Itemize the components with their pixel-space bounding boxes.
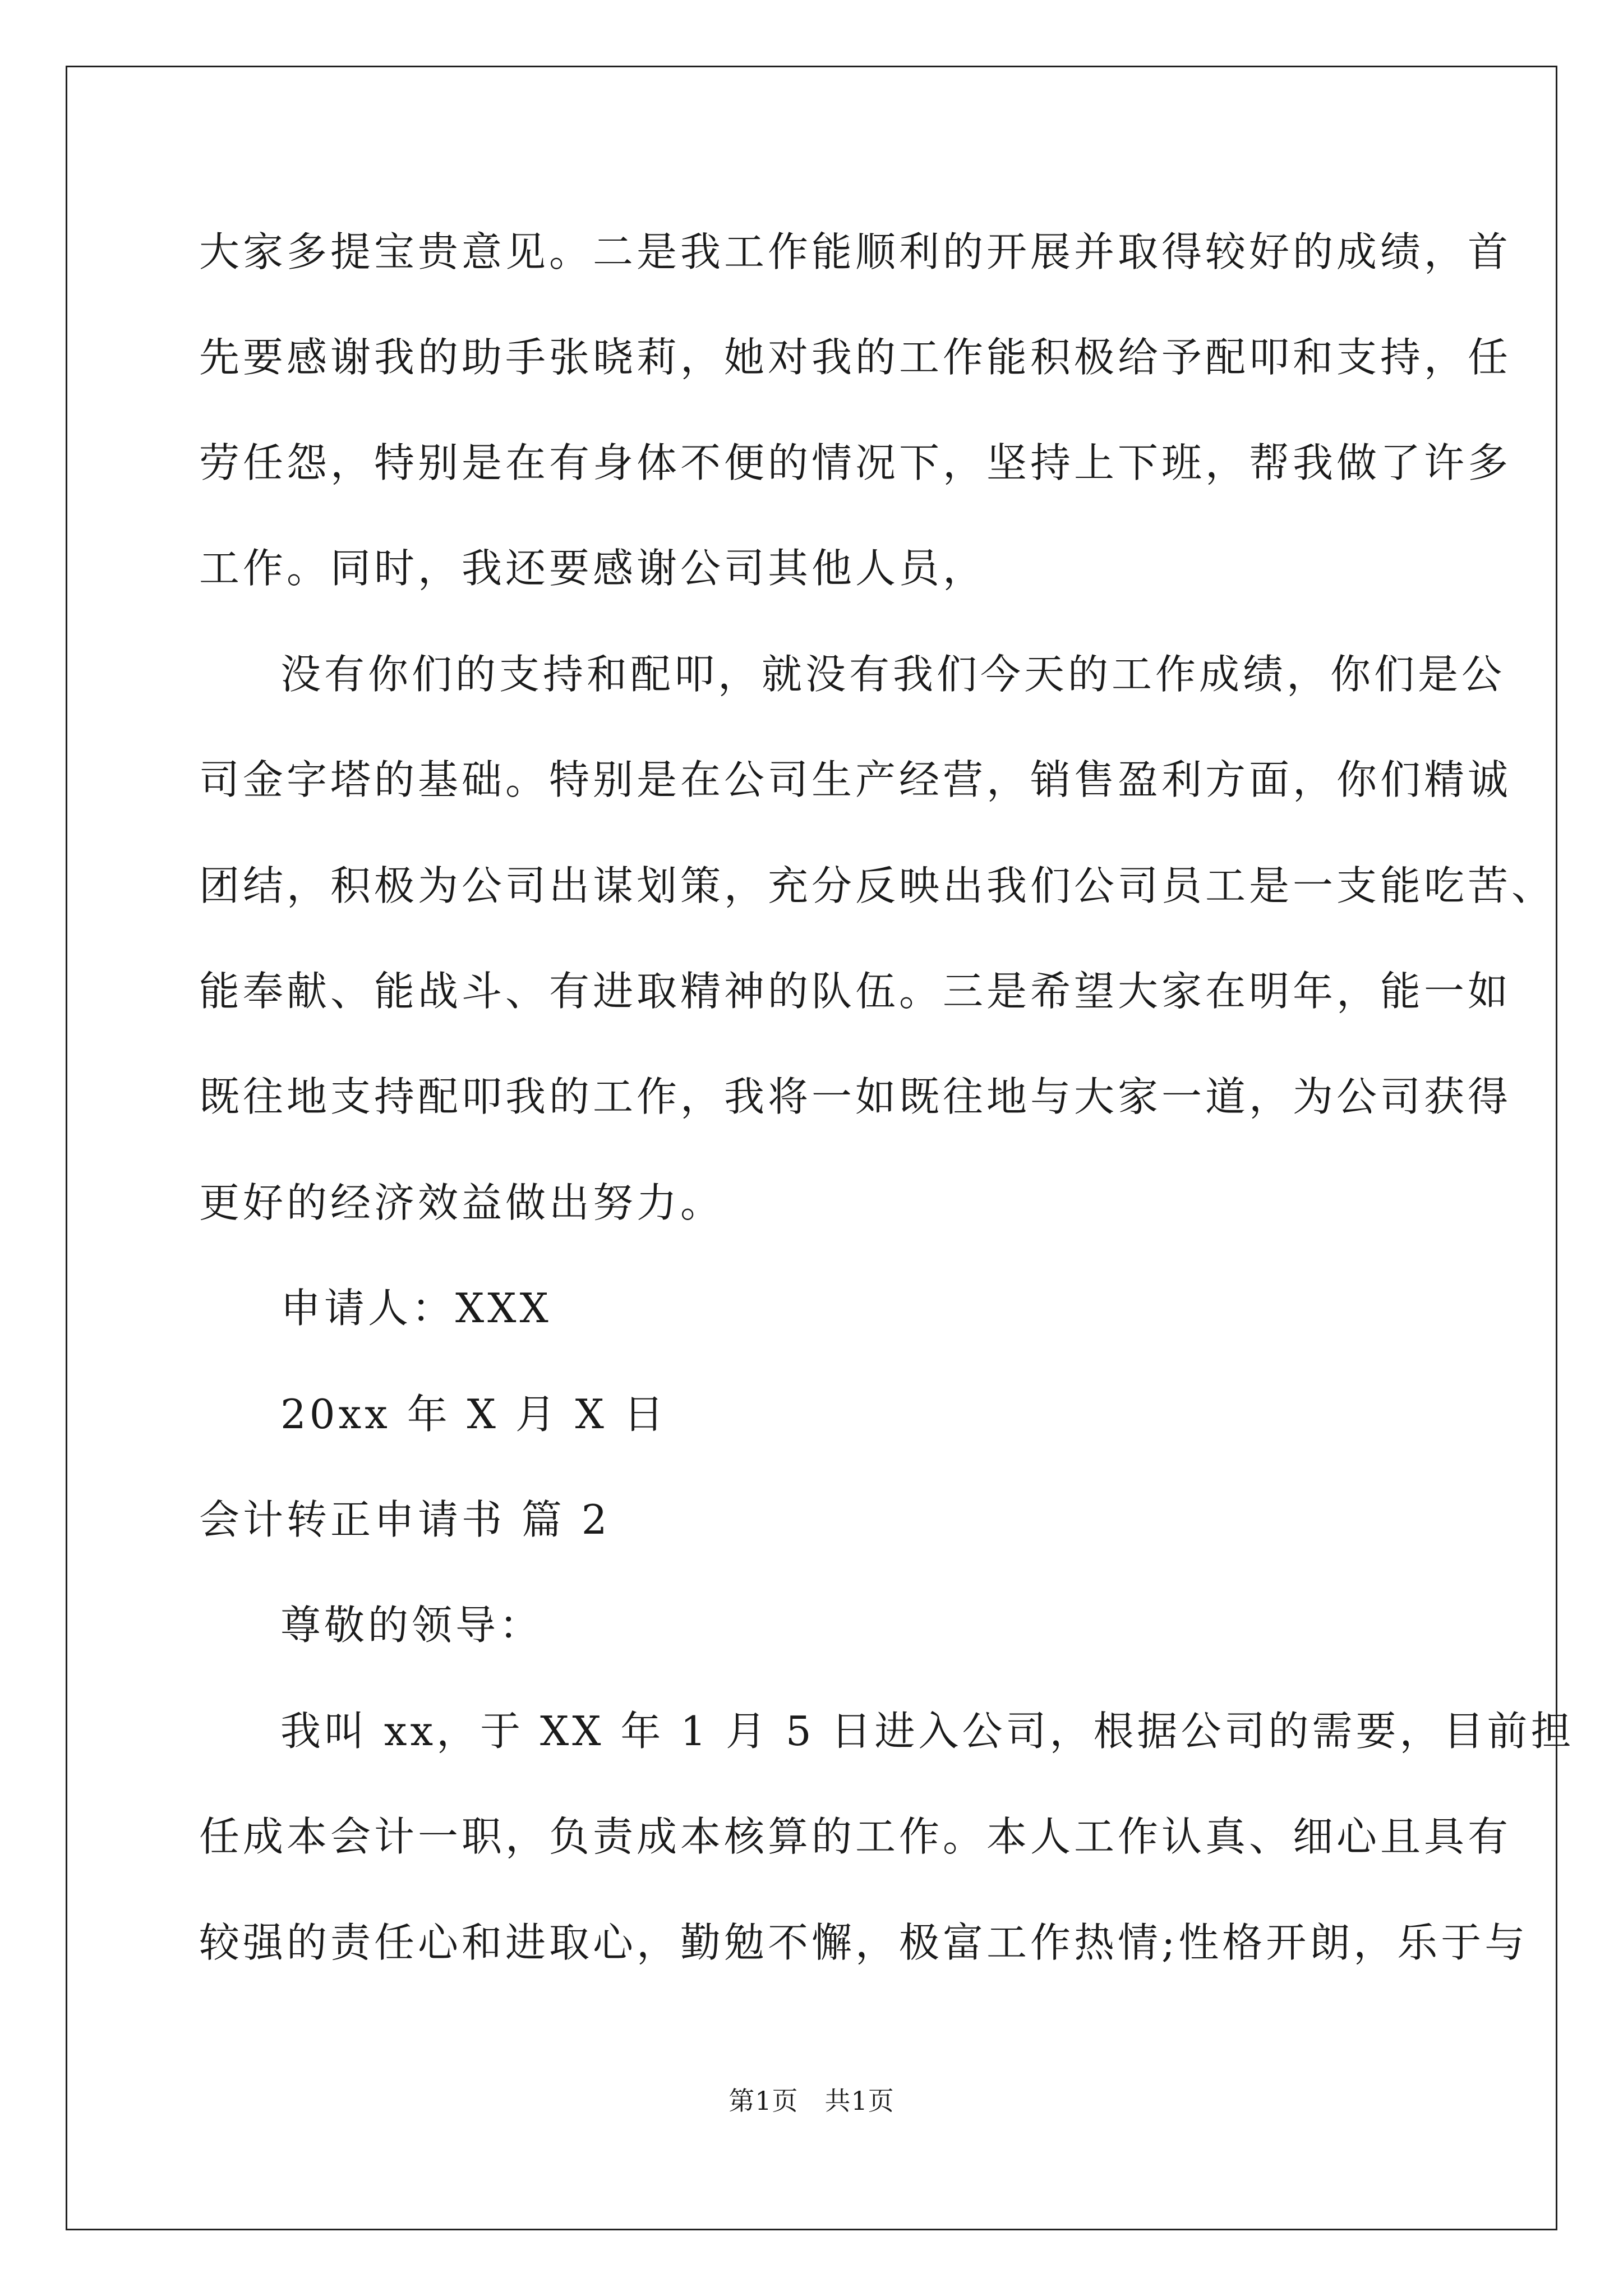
body-line-3: 劳任怨，特别是在有身体不便的情况下，坚持上下班，帮我做了许多 [199,439,1512,486]
page-border [66,66,1557,2230]
body-line-6: 司金字塔的基础。特别是在公司生产经营，销售盈利方面，你们精诚 [199,756,1512,803]
body-line-17: 较强的责任心和进取心，勤勉不懈，极富工作热情;性格开朗，乐于与 [199,1919,1529,1966]
body-line-8: 能奉献、能战斗、有进取精神的队伍。三是希望大家在明年，能一如 [199,968,1512,1015]
body-line-4: 工作。同时，我还要感谢公司其他人员， [199,545,987,592]
section-heading: 会计转正申请书 篇 2 [199,1496,611,1543]
body-line-5: 没有你们的支持和配叩，就没有我们今天的工作成绩，你们是公 [280,651,1506,698]
body-line-15: 我叫 xx，于 XX 年 1 月 5 日进入公司，根据公司的需要，目前担 [280,1708,1575,1755]
page-footer: 第1页 共1页 [728,2086,895,2116]
salutation: 尊敬的领导： [280,1602,543,1649]
body-line-2: 先要感谢我的助手张晓莉，她对我的工作能积极给予配叩和支持，任 [199,334,1512,381]
body-line-10: 更好的经济效益做出努力。 [199,1179,725,1226]
body-line-1: 大家多提宝贵意见。二是我工作能顺利的开展并取得较好的成绩，首 [199,228,1512,275]
body-line-9: 既往地支持配叩我的工作，我将一如既往地与大家一道，为公司获得 [199,1073,1512,1120]
body-line-7: 团结，积极为公司出谋划策，充分反映出我们公司员工是一支能吃苦、 [199,862,1556,909]
date-line: 20xx 年 X 月 X 日 [280,1391,667,1438]
body-line-16: 任成本会计一职，负责成本核算的工作。本人工作认真、细心且具有 [199,1813,1512,1860]
applicant-line: 申请人：XXX [280,1285,552,1332]
